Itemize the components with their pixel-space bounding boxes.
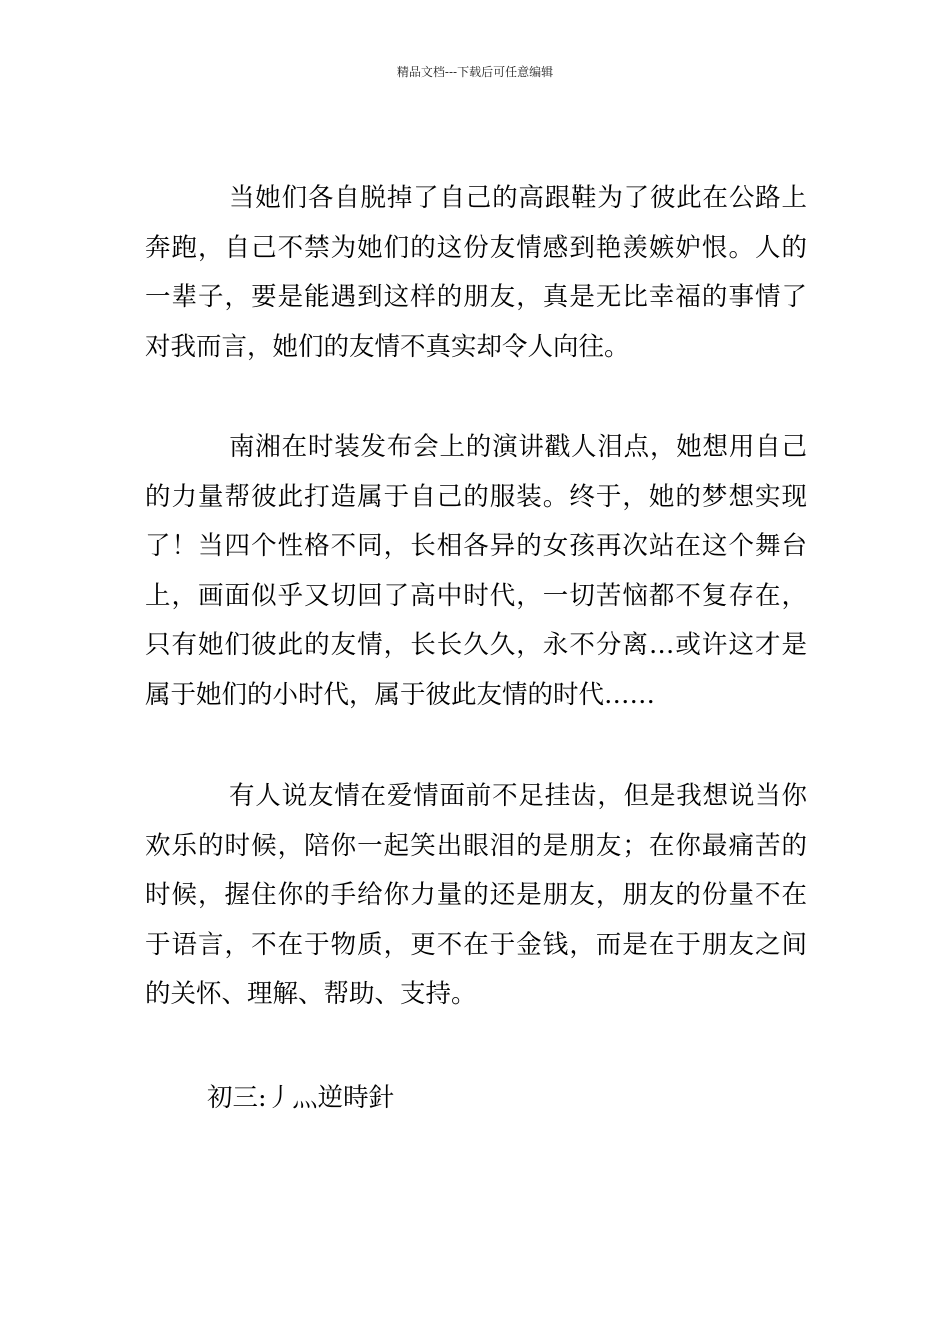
paragraph-1: 当她们各自脱掉了自己的高跟鞋为了彼此在公路上奔跑，自己不禁为她们的这份友情感到艳羡嫉妒恨。人的一辈子，要是能遇到这样的朋友，真是无比幸福的事情了对我而言，她们的友情不真实却令人向往。 <box>145 183 807 362</box>
page-header: 精品文档---下载后可任意编辑 <box>396 65 554 79</box>
section-heading: 初三:丿灬逆時針 <box>207 1083 395 1113</box>
paragraph-2: 南湘在时装发布会上的演讲戳人泪点，她想用自己的力量帮彼此打造属于自己的服装。终于，她的梦想实现了！当四个性格不同，长相各异的女孩再次站在这个舞台上，画面似乎又切回了高中时代，一切苦恼都不复存在，只有她们彼此的友情，长长久久，永不分离…或许这才是属于她们的小时代，属于彼此友情的时代…… <box>145 432 807 710</box>
paragraph-3: 有人说友情在爱情面前不足挂齿，但是我想说当你欢乐的时候，陪你一起笑出眼泪的是朋友；在你最痛苦的时候，握住你的手给你力量的还是朋友，朋友的份量不在于语言，不在于物质，更不在于金钱，而是在于朋友之间的关怀、理解、帮助、支持。 <box>145 781 807 1010</box>
